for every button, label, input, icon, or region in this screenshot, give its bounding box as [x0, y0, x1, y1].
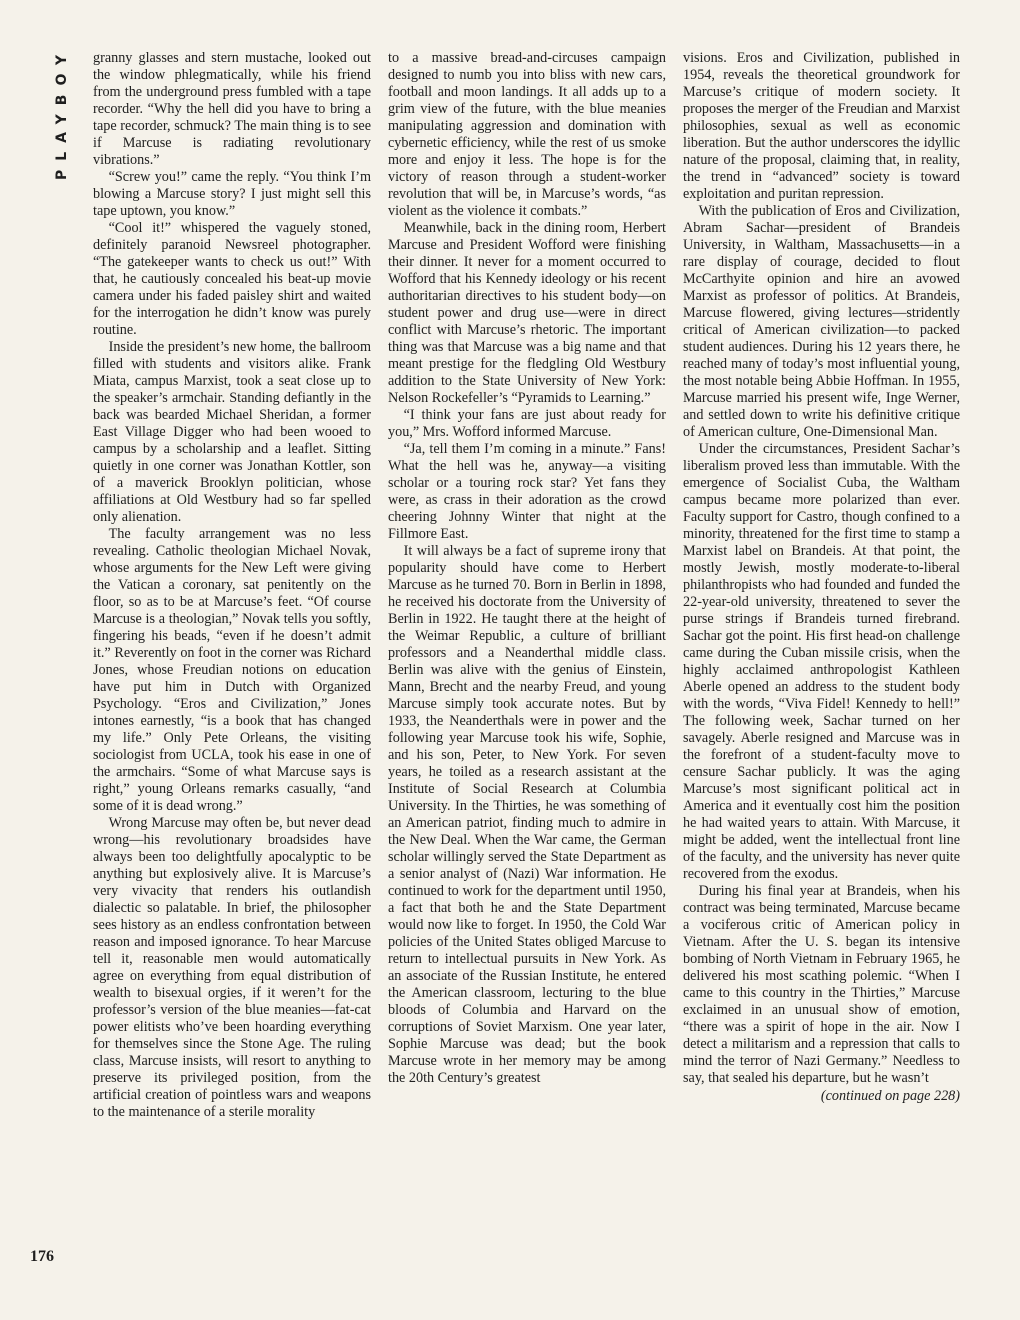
paragraph: Meanwhile, back in the dining room, Herbert Marcuse and President Wofford were finishing their dinner. It never for a moment occurred to Wofford that his Kennedy ideology or his recent authoritarian directives to his student body—on student power and drug use—were in direct conflict with Marcuse’s rhetoric. The important thing was that Marcuse was a big name and that meant prestige for the fledgling Old Westbury addition to the State University of New York: Nelson Rockefeller’s “Pyramids to Learning.”	[388, 220, 666, 406]
column-2	[388, 50, 666, 1270]
paragraph: Under the circumstances, President Sachar’s liberalism proved less than immutable. With the emergence of Socialist Cuba, the Waltham campus became more polarized than ever. Faculty support for Castro, though confined to a minority, threatened for the first time to stamp a Marxist label on Brandeis. At that point, the mostly Jewish, mostly moderate-to-liberal philanthropists who had founded and funded the 22-year-old university, threatened to sever the purse strings if Brandeis turned firebrand. Sachar got the point. His first head-on challenge came during the Cuban missile crisis, when the highly acclaimed anthropologist Kathleen Aberle opened an address to the student body with the words, “Viva Fidel! Kennedy to hell!” The following week, Sachar turned on her savagely. Aberle resigned and Marcuse was in the forefront of a student-faculty move to censure Sachar publicly. It was the aging Marcuse’s most significant political act in America and it eventually cost him the position he had waited years to attain. With Marcuse, it might be added, went the intellectual front line of the faculty, and the university has never quite recovered from the exodus.	[683, 441, 960, 882]
masthead: PLAYBOY	[54, 46, 70, 181]
article-body	[93, 50, 960, 1270]
paragraph: Wrong Marcuse may often be, but never dead wrong—his revolutionary broadsides have always been too delightfully apocalyptic to be anything but explosively alive. It is Marcuse’s very vivacity that renders his outlandish dialectic so palatable. In brief, the philosopher sees history as an endless confrontation between reason and imposed ignorance. To hear Marcuse tell it, reasonable men would automatically agree on everything from equal distribution of wealth to bisexual orgies, if it weren’t for the professor’s version of the blue meanies—fat-cat power elitists who’ve been hoarding everything for themselves since the Stone Age. The ruling class, Marcuse insists, will resort to anything to preserve its privileged position, from the artificial creation of pointless wars and weapons to the maintenance of a sterile morality	[93, 815, 371, 1120]
column-3	[683, 50, 960, 1270]
paragraph: visions. Eros and Civilization, published in 1954, reveals the theoretical groundwork for Marcuse’s critique of modern society. It proposes the merger of the Freudian and Marxist philosophies, sexual as well as economic liberation. But the author underscores the idyllic nature of the proposal, claiming that, in reality, the trend in “advanced” society is toward exploitation and puritan repression.	[683, 50, 960, 202]
paragraph: During his final year at Brandeis, when his contract was being terminated, Marcuse became a vociferous critic of American policy in Vietnam. After the U. S. began its intensive bombing of North Vietnam in February 1965, he delivered his most scathing polemic. “When I came to this country in the Thirties,” Marcuse exclaimed in an unusual show of emotion, “there was a spirit of hope in the air. Now I detect a militarism and a repression that calls to mind the terror of Nazi Germany.” Needless to say, that sealed his departure, but he wasn’t	[683, 883, 960, 1086]
paragraph: With the publication of Eros and Civilization, Abram Sachar—president of Brandeis University, in Waltham, Massachusetts—in a rare display of courage, decided to flout McCarthyite opinion and hire an avowed Marxist as professor of politics. At Brandeis, Marcuse flowered, giving lectures—stridently critical of American civilization—to packed student audiences. During his 12 years there, he reached many of today’s most influential young, the most notable being Abbie Hoffman. In 1955, Marcuse married his present wife, Inge Werner, and settled down to write his definitive critique of American culture, One-Dimensional Man.	[683, 203, 960, 440]
paragraph: granny glasses and stern mustache, looked out the window phlegmatically, while his friend from the underground press fumbled with a tape recorder. “Why the hell did you have to bring a tape recorder, schmuck? The main thing is to see if Marcuse is radiating revolutionary vibrations.”	[93, 50, 371, 168]
paragraph: It will always be a fact of supreme irony that popularity should have come to Herbert Marcuse as he turned 70. Born in Berlin in 1898, he received his doctorate from the University of Berlin in 1922. He taught there at the height of the Weimar Republic, a culture of brilliant professors and a Neanderthal middle class. Berlin was alive with the genius of Einstein, Mann, Brecht and the nearby Freud, and young Marcuse simply took accurate notes. But by 1933, the Neanderthals were in power and the following year Marcuse took his wife, Sophie, and his son, Peter, to New York. For seven years, he toiled as a research assistant at the Institute of Social Research at Columbia University. In the Thirties, he was something of an American patriot, finding much to admire in the New Deal. When the War came, the German scholar willingly served the State Department as a senior analyst of (Nazi) War information. He continued to work for the department until 1950, a fact that both he and the State Department would now like to forget. In 1950, the Cold War policies of the United States obliged Marcuse to return to intellectual pursuits in New York. As an associate of the Russian Institute, he entered the American classroom, lecturing to the blue bloods of Columbia and Harvard on the corruptions of Soviet Marxism. One year later, Sophie Marcuse was dead; but the book Marcuse wrote in her memory may be among the 20th Century’s greatest	[388, 543, 666, 1086]
continued-note: (continued on page 228)	[820, 1088, 960, 1104]
page-number: 176	[30, 1248, 54, 1265]
paragraph: “Screw you!” came the reply. “You think I’m blowing a Marcuse story? I just might sell this tape uptown, you know.”	[93, 169, 371, 219]
paragraph: “I think your fans are just about ready for you,” Mrs. Wofford informed Marcuse.	[388, 407, 666, 440]
paragraph: “Ja, tell them I’m coming in a minute.” Fans! What the hell was he, anyway—a visiting scholar or a touring rock star? Yet fans they were, as crass in their adoration as the crowd cheering Johnny Winter that night at the Fillmore East.	[388, 441, 666, 542]
paragraph: The faculty arrangement was no less revealing. Catholic theologian Michael Novak, whose arguments for the New Left were giving the Vatican a coronary, sat penitently on the floor, so as to be at Marcuse’s feet. “Of course Marcuse is a theologian,” Novak tells you softly, fingering his beads, “even if he doesn’t admit it.” Reverently on foot in the corner was Richard Jones, whose Freudian notions on education have put him in Dutch with Organized Psychology. “Eros and Civilization,” Jones intones earnestly, “is a book that has changed my life.” Only Pete Orleans, the visiting sociologist from UCLA, took his ease in one of the armchairs. “Some of what Marcuse says is right,” young Orleans remarks casually, “and some of it is dead wrong.”	[93, 526, 371, 814]
column-1	[93, 50, 371, 1270]
paragraph: to a massive bread-and-circuses campaign designed to numb you into bliss with new cars, football and moon landings. It all adds up to a grim view of the future, with the blue meanies manipulating aggression and domination with cybernetic efficiency, while the rest of us smoke more and enjoy it less. The hope is for the victory of reason through a student-worker revolution that will be, in Marcuse’s words, “as violent as the violence it combats.”	[388, 50, 666, 219]
paragraph: Inside the president’s new home, the ballroom filled with students and visitors alike. Frank Miata, campus Marxist, took a seat close up to the speaker’s armchair. Standing defiantly in the back was bearded Michael Sheridan, a former East Village Digger who had been wooed to campus by a scholarship and a leaflet. Sitting quietly in one corner was Jonathan Kottler, son of a maverick Brooklyn politician, whose affiliations at Old Westbury had so far spelled only alienation.	[93, 339, 371, 525]
paragraph: “Cool it!” whispered the vaguely stoned, definitely paranoid Newsreel photographer. “The gatekeeper wants to check us out!” With that, he cautiously concealed his beat-up movie camera under his faded paisley shirt and waited for the interrogation he didn’t know was purely routine.	[93, 220, 371, 338]
